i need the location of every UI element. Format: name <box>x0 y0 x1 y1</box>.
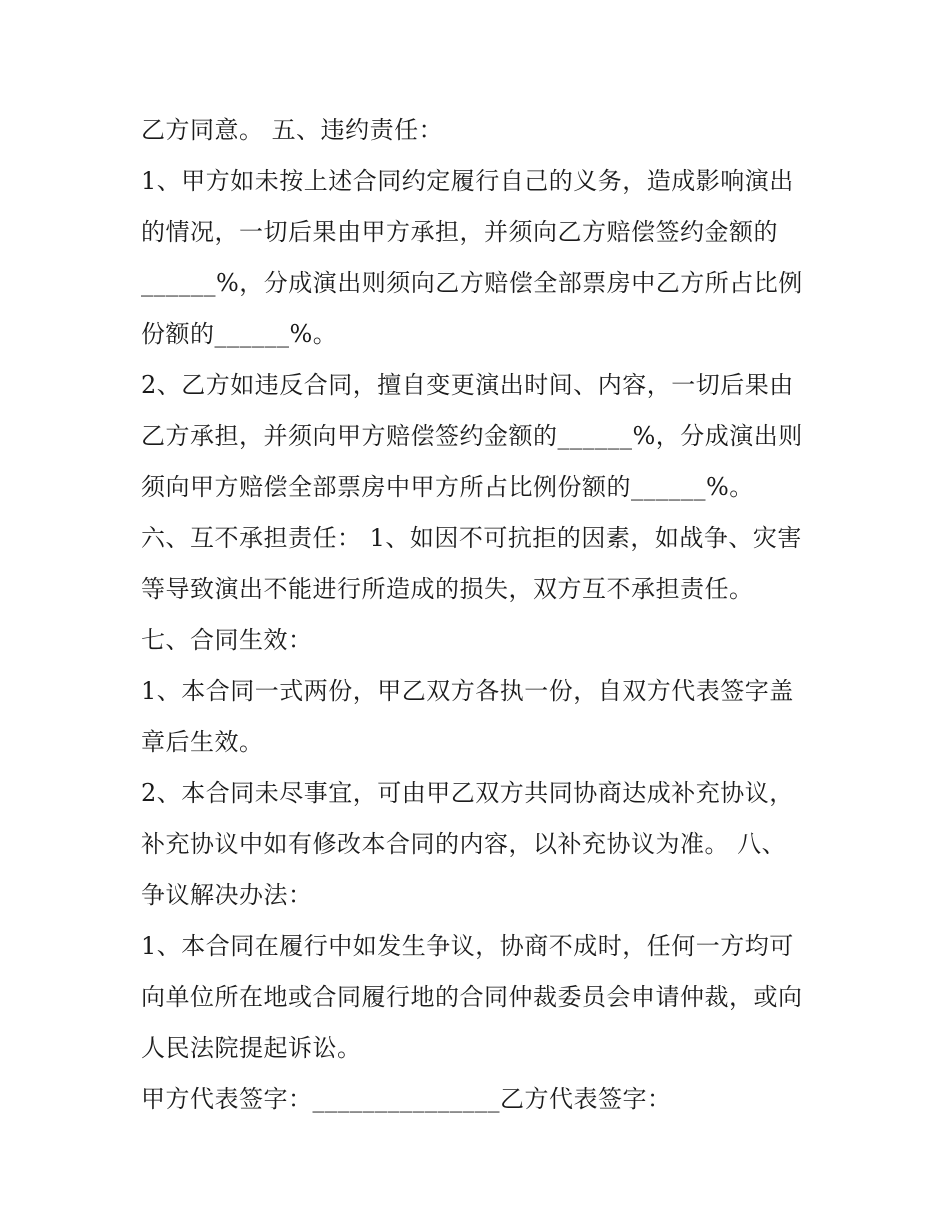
text-line: 份额的______%。 <box>141 320 338 348</box>
text-line: 等导致演出不能进行所造成的损失，双方互不承担责任。 <box>141 575 754 603</box>
text-line: 补充协议中如有修改本合同的内容，以补充协议为准。 八、 <box>141 830 787 858</box>
text-line: 2、乙方如违反合同，擅自变更演出时间、内容，一切后果由 <box>141 371 794 399</box>
text-line: 须向甲方赔偿全部票房中甲方所占比例份额的______%。 <box>141 473 754 501</box>
text-line: 1、本合同一式两份，甲乙双方各执一份，自双方代表签字盖 <box>141 677 794 705</box>
text-line: 的情况，一切后果由甲方承担，并须向乙方赔偿签约金额的 <box>141 218 778 246</box>
text-line: 乙方承担，并须向甲方赔偿签约金额的______%，分成演出则 <box>141 422 803 450</box>
text-line: ______%，分成演出则须向乙方赔偿全部票房中乙方所占比例 <box>141 269 803 297</box>
text-line: 乙方同意。 五、违约责任： <box>141 116 444 144</box>
text-line: 人民法院提起诉讼。 <box>141 1034 362 1062</box>
text-line: 章后生效。 <box>141 728 264 756</box>
text-line: 六、互不承担责任： 1、如因不可抗拒的因素，如战争、灾害 <box>141 524 802 552</box>
text-line: 争议解决办法： <box>141 881 313 909</box>
text-line: 2、本合同未尽事宜，可由甲乙双方共同协商达成补充协议， <box>141 779 794 807</box>
contract-text <box>141 105 821 1125</box>
signature-line: 甲方代表签字：_______________乙方代表签字： <box>141 1085 672 1113</box>
text-line: 1、甲方如未按上述合同约定履行自己的义务，造成影响演出 <box>141 167 794 195</box>
text-line: 向单位所在地或合同履行地的合同仲裁委员会申请仲裁，或向 <box>141 983 803 1011</box>
section-heading: 七、合同生效： <box>141 626 313 654</box>
text-line: 1、本合同在履行中如发生争议，协商不成时，任何一方均可 <box>141 932 794 960</box>
